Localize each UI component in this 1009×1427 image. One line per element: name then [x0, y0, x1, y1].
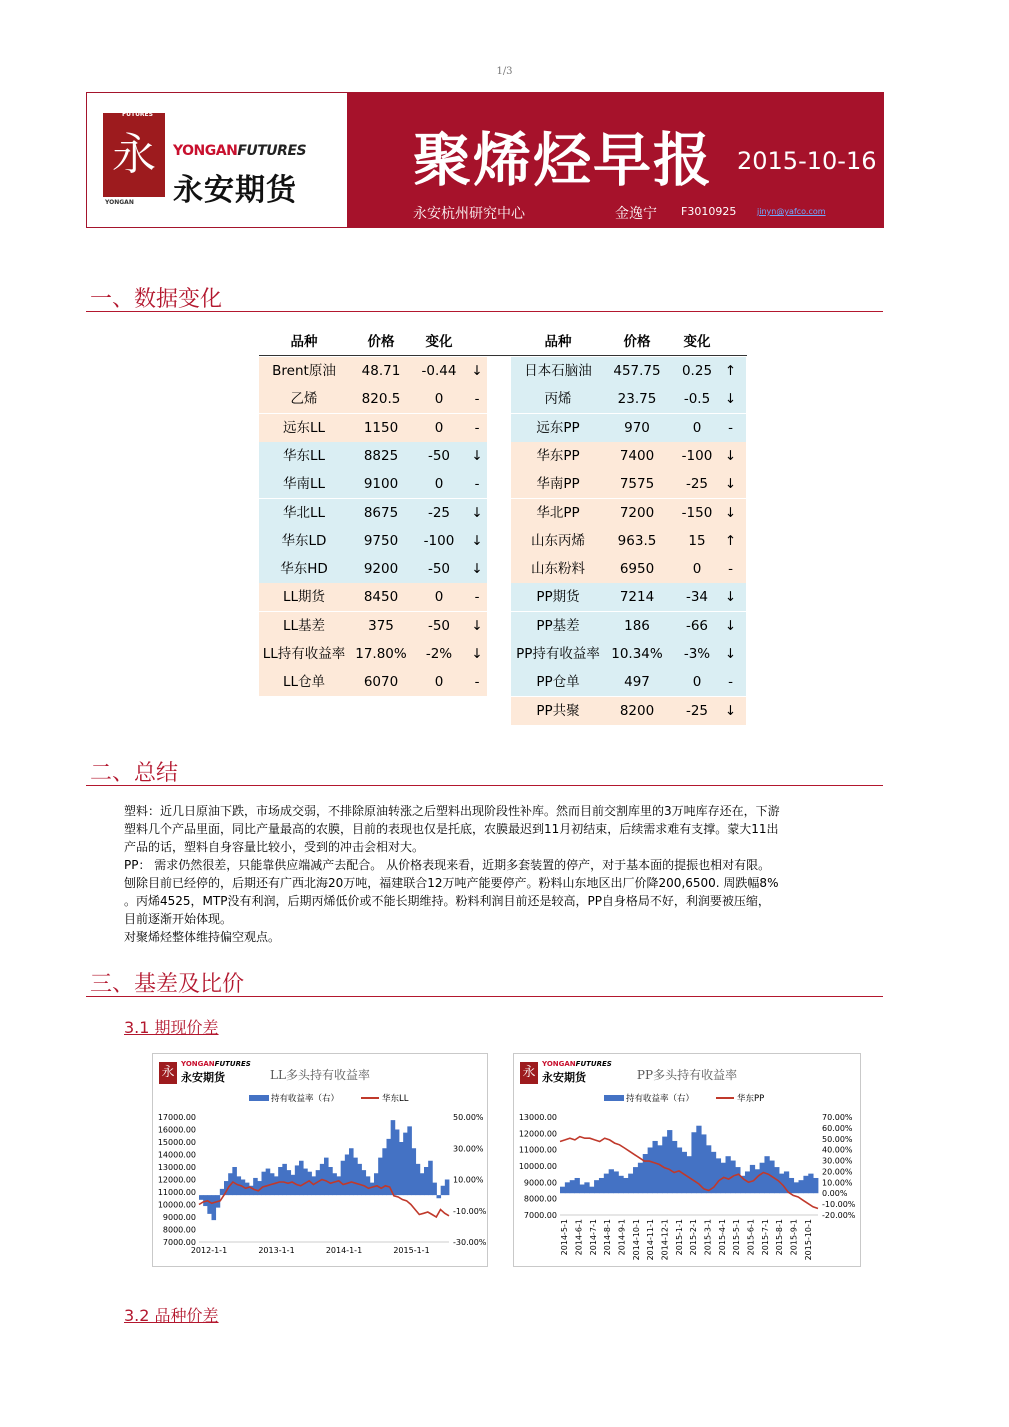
- y-left-tick: 10000.00: [157, 1200, 196, 1210]
- y-right-tick: 50.00%: [453, 1113, 484, 1122]
- chart-bar: [614, 1171, 619, 1193]
- table-cell-change: -25: [427, 504, 451, 521]
- chart-bar: [262, 1172, 267, 1195]
- chart-bar: [760, 1163, 765, 1193]
- logo-seal-icon: 永: [103, 113, 165, 197]
- chart-bar: [212, 1195, 217, 1220]
- chart-bar: [638, 1163, 643, 1193]
- table-cell-name: LL基差: [282, 617, 326, 634]
- chart-legend: [249, 1093, 409, 1104]
- legend-label: 华东PP: [737, 1094, 765, 1104]
- x-tick: 2015-9-1: [789, 1219, 799, 1256]
- table-cell-arrow: ↓: [724, 617, 737, 634]
- table-cell-arrow: ↑: [724, 532, 737, 549]
- table-cell-name: 日本石脑油: [524, 363, 592, 379]
- summary-line: 目前逐渐开始体现。: [124, 912, 233, 926]
- logo-en-part1: YONGAN: [173, 143, 238, 159]
- chart-bar: [584, 1182, 589, 1193]
- chart-bar: [278, 1167, 283, 1195]
- chart-bar: [291, 1175, 296, 1195]
- table-cell-arrow: ↓: [724, 391, 737, 408]
- x-tick: 2015-4-1: [717, 1219, 727, 1256]
- table-cell-change: -25: [685, 702, 709, 719]
- x-tick: 2015-1-1: [393, 1246, 430, 1255]
- chart-bar: [337, 1176, 342, 1195]
- chart-bar: [432, 1183, 437, 1196]
- chart-pp-svg: [514, 1054, 860, 1266]
- logo-small-top: FUTURES: [122, 111, 153, 118]
- table-cell-price: 820.5: [361, 391, 401, 408]
- chart-bar: [662, 1137, 667, 1194]
- table-cell-arrow: -: [474, 589, 480, 606]
- chart-bar: [362, 1170, 367, 1195]
- table-cell-name: 华北PP: [536, 504, 580, 521]
- table-cell-change: -34: [685, 589, 709, 606]
- y-right-tick: -30.00%: [453, 1238, 487, 1247]
- table-cell-change: -50: [427, 447, 451, 464]
- author-email-link[interactable]: jinyn@yafco.com: [757, 207, 826, 216]
- table-cell-arrow: ↓: [471, 617, 483, 634]
- chart-bar: [594, 1180, 599, 1193]
- table-cell-arrow: ↑: [724, 363, 737, 379]
- table-cell-name: 华南PP: [536, 476, 580, 493]
- table-cell-change: -2%: [425, 646, 453, 662]
- table-cell-name: 华东PP: [536, 447, 580, 464]
- table-cell-arrow: -: [728, 561, 733, 578]
- chart-bar: [353, 1158, 358, 1196]
- y-left-tick: 10000.00: [518, 1162, 557, 1171]
- legend-label: 华东LL: [382, 1094, 409, 1104]
- chart-logo-cn: 永安期货: [181, 1071, 225, 1084]
- chart-title: PP多头持有收益率: [636, 1068, 738, 1082]
- table-cell-price: 6950: [619, 561, 655, 578]
- chart-bar: [657, 1145, 662, 1193]
- x-tick: 2014-12-1: [660, 1219, 670, 1261]
- table-cell-change: -50: [427, 561, 451, 578]
- x-tick: 2014-9-1: [617, 1219, 627, 1256]
- table-cell-name: PP期货: [536, 589, 580, 606]
- table-cell-price: 7575: [619, 476, 655, 493]
- chart-logo-en-part1: YONGAN: [542, 1060, 576, 1068]
- chart-bar: [328, 1167, 333, 1195]
- chart-logo-en-part2: FUTURES: [214, 1060, 251, 1068]
- table-cell-change: 0: [692, 674, 702, 691]
- table-header-0-2: 变化: [425, 334, 453, 350]
- chart-bar: [370, 1183, 375, 1196]
- page-number: 1/3: [496, 66, 513, 77]
- x-tick: 2015-7-1: [760, 1219, 770, 1256]
- chart-bar: [395, 1130, 400, 1196]
- chart-bar: [803, 1176, 808, 1193]
- x-tick: 2015-10-1: [803, 1219, 813, 1261]
- x-tick: 2015-8-1: [775, 1219, 785, 1256]
- y-right-tick: 0.00%: [822, 1189, 848, 1199]
- table-cell-change: 0: [434, 589, 444, 606]
- table-cell-name: 华东HD: [280, 561, 328, 578]
- table-cell-price: 23.75: [617, 391, 657, 408]
- table-cell-arrow: ↓: [471, 532, 483, 549]
- y-right-tick: 60.00%: [822, 1123, 853, 1133]
- table-cell-name: 华东LD: [281, 532, 327, 549]
- y-right-tick: -10.00%: [453, 1206, 487, 1216]
- table-cell-price: 8200: [619, 702, 655, 719]
- chart-bar: [667, 1130, 672, 1193]
- table-cell-change: -66: [685, 617, 709, 634]
- table-cell-name: PP基差: [536, 617, 580, 634]
- chart-bar: [357, 1164, 362, 1195]
- chart-bar: [324, 1158, 329, 1196]
- table-cell-price: 17.80%: [355, 646, 407, 662]
- table-cell-price: 970: [624, 419, 650, 436]
- chart-legend: [604, 1093, 764, 1104]
- legend-label: 持有收益率（右）: [626, 1094, 695, 1104]
- chart-bar: [232, 1167, 237, 1195]
- chart-bar: [652, 1141, 657, 1193]
- legend-swatch-bar: [249, 1095, 269, 1101]
- table-cell-name: LL持有收益率: [262, 646, 346, 662]
- research-center: 永安杭州研究中心: [413, 206, 525, 222]
- chart-bar: [648, 1147, 653, 1193]
- table-cell-change: 0: [434, 419, 444, 436]
- y-right-tick: 30.00%: [453, 1144, 484, 1154]
- table-cell-name: 丙烯: [544, 391, 572, 408]
- x-tick: 2014-7-1: [588, 1219, 598, 1256]
- chart-bar: [623, 1178, 628, 1193]
- y-left-tick: 13000.00: [157, 1163, 196, 1172]
- table-cell-arrow: ↓: [724, 702, 737, 719]
- table-header-0-1: 价格: [367, 334, 395, 350]
- summary-line: 产品的话，塑料自身容量比较小，受到的冲击会相对大。: [124, 840, 425, 854]
- table-cell-change: 0: [434, 674, 444, 691]
- table-cell-price: 9200: [363, 561, 399, 578]
- table-cell-arrow: ↓: [471, 363, 483, 379]
- table-cell-name: 远东PP: [536, 419, 580, 436]
- logo-seal-icon: 永: [520, 1062, 538, 1084]
- chart-bar: [672, 1141, 677, 1193]
- table-cell-price: 375: [368, 617, 394, 634]
- x-tick: 2015-2-1: [689, 1219, 699, 1256]
- section-title-summary: 二、总结: [90, 761, 179, 786]
- chart-bar: [420, 1173, 425, 1195]
- table-cell-arrow: -: [474, 674, 480, 691]
- table-cell-arrow: ↓: [724, 646, 737, 662]
- table-header-1-1: 价格: [623, 334, 651, 350]
- x-tick: 2015-5-1: [732, 1219, 742, 1256]
- y-left-tick: 8000.00: [162, 1225, 196, 1235]
- logo-small-bottom: YONGAN: [105, 199, 134, 206]
- author-cert: F3010925: [681, 205, 737, 218]
- chart-bar: [579, 1185, 584, 1194]
- table-cell-change: -100: [423, 532, 455, 549]
- chart-bar: [789, 1178, 794, 1193]
- chart-bar: [794, 1182, 799, 1193]
- table-cell-change: -0.5: [683, 391, 711, 408]
- chart-bar: [599, 1178, 604, 1193]
- table-cell-arrow: ↓: [471, 504, 483, 521]
- x-tick: 2014-8-1: [603, 1219, 613, 1256]
- chart-bar: [428, 1161, 433, 1195]
- table-cell-change: 0: [434, 391, 444, 408]
- chart-bar: [412, 1148, 417, 1195]
- section-title-data-change: 一、数据变化: [90, 287, 223, 312]
- x-tick: 2014-1-1: [325, 1246, 363, 1255]
- chart-logo-en-part2: FUTURES: [575, 1060, 612, 1068]
- table-cell-arrow: -: [474, 391, 480, 408]
- chart-bar: [560, 1187, 565, 1194]
- y-left-tick: 7000.00: [162, 1238, 196, 1247]
- table-cell-change: -3%: [683, 646, 711, 662]
- table-header-rule: [259, 355, 747, 356]
- chart-bar: [299, 1161, 304, 1195]
- table-cell-arrow: -: [728, 674, 733, 691]
- section-title-basis: 三、基差及比价: [90, 972, 245, 997]
- table-cell-arrow: -: [474, 476, 480, 493]
- table-cell-arrow: ↓: [471, 646, 483, 662]
- logo-en-part2: FUTURES: [237, 143, 307, 159]
- table-cell-change: -50: [427, 617, 451, 634]
- chart-bar: [716, 1158, 721, 1193]
- y-left-tick: 7000.00: [523, 1211, 557, 1220]
- table-cell-arrow: ↓: [724, 589, 737, 606]
- table-cell-name: PP共聚: [536, 702, 580, 719]
- chart-bar: [628, 1174, 633, 1194]
- y-left-tick: 13000.00: [518, 1113, 557, 1122]
- summary-text: [124, 802, 844, 946]
- legend-label: 持有收益率（右）: [271, 1094, 340, 1104]
- table-cell-price: 7400: [619, 447, 655, 464]
- table-cell-price: 48.71: [361, 363, 401, 379]
- y-left-tick: 12000.00: [157, 1175, 196, 1185]
- chart-bar: [808, 1174, 813, 1194]
- y-left-tick: 9000.00: [162, 1213, 196, 1222]
- chart-logo-cn: 永安期货: [542, 1071, 586, 1084]
- table-cell-price: 1150: [363, 419, 399, 436]
- chart-bar: [813, 1178, 818, 1193]
- y-right-tick: 50.00%: [822, 1134, 853, 1144]
- chart-bar: [399, 1142, 404, 1195]
- table-cell-arrow: ↓: [724, 447, 737, 464]
- table-cell-change: 15: [688, 532, 706, 549]
- logo-seal-icon: 永: [159, 1062, 177, 1084]
- chart-bar: [575, 1178, 580, 1193]
- summary-line: 刨除目前已经停的，后期还有广西北海20万吨，福建联合12万吨产能要停产。粉料山东地区出厂价降200,6500. 周跌幅8%: [124, 876, 779, 890]
- y-left-tick: 11000.00: [157, 1188, 196, 1197]
- chart-bar: [441, 1186, 446, 1195]
- chart-bar: [570, 1180, 575, 1193]
- chart-bar: [755, 1169, 760, 1193]
- summary-line: PP： 需求仍然很差，只能靠供应端减产去配合。 从价格表现来看，近期多套装置的停产，对于基本面的提振也相对有限。: [124, 858, 771, 872]
- report-title: 聚烯烃早报: [413, 126, 714, 194]
- y-right-tick: -20.00%: [822, 1211, 856, 1220]
- table-cell-price: 7200: [619, 504, 655, 521]
- x-tick: 2015-1-1: [674, 1219, 684, 1256]
- y-left-tick: 8000.00: [523, 1194, 557, 1204]
- table-header-0-0: 品种: [290, 334, 318, 350]
- y-left-tick: 17000.00: [157, 1113, 196, 1122]
- chart-bar: [633, 1167, 638, 1193]
- table-header-1-2: 变化: [683, 334, 711, 350]
- y-right-tick: 10.00%: [453, 1175, 484, 1185]
- chart-bar: [332, 1173, 337, 1195]
- y-left-tick: 9000.00: [523, 1178, 557, 1188]
- chart-bar: [416, 1164, 421, 1195]
- table-cell-name: Brent原油: [272, 363, 336, 379]
- table-cell-price: 9750: [363, 532, 399, 549]
- chart-bar: [687, 1156, 692, 1193]
- table-cell-arrow: ↓: [471, 561, 483, 578]
- chart-bar: [207, 1195, 212, 1214]
- table-cell-name: LL期货: [282, 589, 326, 606]
- table-cell-name: 乙烯: [290, 391, 318, 408]
- table-cell-arrow: ↓: [471, 447, 483, 464]
- table-cell-change: -100: [681, 447, 713, 464]
- subsection-futures-spot: 3.1 期现价差: [124, 1018, 219, 1037]
- chart-bar: [799, 1180, 804, 1193]
- table-cell-name: 华南LL: [282, 476, 326, 493]
- chart-bar: [407, 1126, 412, 1195]
- chart-bar: [691, 1132, 696, 1193]
- table-cell-name: 山东粉料: [531, 561, 585, 578]
- chart-bar: [424, 1167, 429, 1195]
- chart-bar: [604, 1174, 609, 1194]
- chart-bar: [565, 1182, 570, 1193]
- table-cell-change: -150: [681, 504, 713, 521]
- summary-line: 。丙烯4525，MTP没有利润，后期丙烯低价或不能长期维持。粉料利润目前还是较高，PP自身格局不好，利润要被压缩，: [124, 894, 770, 908]
- table-cell-price: 8825: [363, 447, 399, 464]
- y-left-tick: 14000.00: [157, 1150, 196, 1160]
- x-tick: 2014-11-1: [646, 1219, 656, 1261]
- chart-bar: [282, 1164, 287, 1195]
- summary-line: 塑料几个产品里面，同比产量最高的农膜，目前的表现也仅是托底，农膜最迟到11月初结束，后续需求难有支撑。蒙大11出: [124, 822, 779, 836]
- chart-bar: [349, 1148, 354, 1195]
- x-tick: 2015-6-1: [746, 1219, 756, 1256]
- table-cell-price: 186: [624, 617, 650, 634]
- table-header-1-0: 品种: [544, 334, 572, 350]
- x-tick: 2012-1-1: [190, 1246, 228, 1255]
- x-tick: 2013-1-1: [258, 1246, 295, 1255]
- chart-bar: [378, 1158, 383, 1196]
- author-name: 金逸宁: [615, 206, 657, 222]
- table-cell-price: 9100: [363, 476, 399, 493]
- table-cell-name: PP仓单: [536, 674, 580, 691]
- chart-bar: [735, 1167, 740, 1193]
- y-right-tick: -10.00%: [822, 1200, 856, 1210]
- legend-swatch-bar: [604, 1095, 624, 1101]
- chart-bar: [726, 1156, 731, 1193]
- table-cell-name: 华北LL: [282, 504, 326, 521]
- table-cell-change: 0.25: [681, 363, 713, 379]
- table-cell-name: 华东LL: [282, 447, 326, 464]
- chart-bar: [403, 1133, 408, 1196]
- y-right-tick: 70.00%: [822, 1113, 853, 1122]
- x-tick: 2015-3-1: [703, 1219, 713, 1256]
- chart-bar: [706, 1145, 711, 1193]
- chart-ll: [152, 1053, 488, 1267]
- x-tick: 2014-10-1: [631, 1219, 641, 1261]
- chart-bar: [253, 1178, 258, 1195]
- table-cell-change: 0: [434, 476, 444, 493]
- chart-bar: [274, 1176, 279, 1195]
- table-cell-change: -0.44: [421, 363, 457, 379]
- chart-bar: [609, 1169, 614, 1193]
- table-cell-price: 10.34%: [611, 646, 663, 662]
- report-date: 2015-10-16: [737, 147, 877, 175]
- table-cell-price: 963.5: [617, 532, 657, 549]
- chart-bar: [341, 1161, 346, 1195]
- chart-bar: [374, 1173, 379, 1195]
- x-tick: 2014-5-1: [560, 1219, 570, 1256]
- chart-bar: [437, 1195, 442, 1198]
- chart-bar: [391, 1120, 396, 1195]
- chart-pp: [513, 1053, 861, 1267]
- table-cell-name: 远东LL: [282, 419, 326, 436]
- y-right-tick: 20.00%: [822, 1167, 853, 1177]
- y-right-tick: 10.00%: [822, 1178, 853, 1188]
- subsection-variety: 3.2 品种价差: [124, 1306, 219, 1325]
- table-cell-price: 8450: [363, 589, 399, 606]
- chart-bar: [618, 1176, 623, 1193]
- chart-bar: [295, 1165, 300, 1195]
- summary-line: 对聚烯烃整体维持偏空观点。: [124, 930, 281, 944]
- chart-bar: [199, 1195, 204, 1200]
- table-cell-price: 7214: [619, 589, 655, 606]
- y-left-tick: 16000.00: [157, 1125, 196, 1135]
- table-cell-change: 0: [692, 419, 702, 436]
- table-cell-arrow: ↓: [724, 476, 737, 493]
- table-cell-price: 457.75: [613, 363, 661, 379]
- chart-title: LL多头持有收益率: [270, 1068, 370, 1082]
- table-cell-arrow: -: [728, 419, 733, 436]
- y-right-tick: 30.00%: [822, 1156, 853, 1166]
- logo-chinese: 永安期货: [173, 173, 297, 208]
- chart-bar: [312, 1176, 317, 1195]
- x-tick: 2014-6-1: [574, 1219, 584, 1256]
- summary-line: 塑料：近几日原油下跌，市场成交弱，不排除原油转涨之后塑料出现阶段性补库。然而目前交割库里的3万吨库存还在，下游: [124, 804, 780, 818]
- chart-ll-svg: [153, 1054, 487, 1266]
- table-cell-change: 0: [692, 561, 702, 578]
- table-cell-arrow: -: [474, 419, 480, 436]
- table-cell-name: 山东丙烯: [531, 532, 585, 549]
- chart-bar: [445, 1180, 450, 1196]
- chart-bar: [589, 1187, 594, 1194]
- section-divider: [86, 785, 883, 786]
- y-left-tick: 11000.00: [518, 1145, 557, 1155]
- chart-bar: [345, 1155, 350, 1196]
- table-cell-name: PP持有收益率: [516, 646, 600, 662]
- chart-logo-en-part1: YONGAN: [181, 1060, 215, 1068]
- chart-bar: [366, 1176, 371, 1195]
- y-left-tick: 12000.00: [518, 1129, 557, 1139]
- table-cell-price: 497: [624, 674, 650, 691]
- y-right-tick: 40.00%: [822, 1145, 853, 1155]
- table-cell-change: -25: [685, 476, 709, 493]
- chart-bar: [701, 1134, 706, 1193]
- table-cell-arrow: ↓: [724, 504, 737, 521]
- chart-bar: [266, 1169, 271, 1196]
- y-left-tick: 15000.00: [157, 1138, 196, 1147]
- table-cell-name: LL仓单: [282, 674, 326, 691]
- table-cell-price: 8675: [363, 504, 399, 521]
- section-divider: [86, 996, 883, 997]
- table-cell-price: 6070: [363, 674, 399, 691]
